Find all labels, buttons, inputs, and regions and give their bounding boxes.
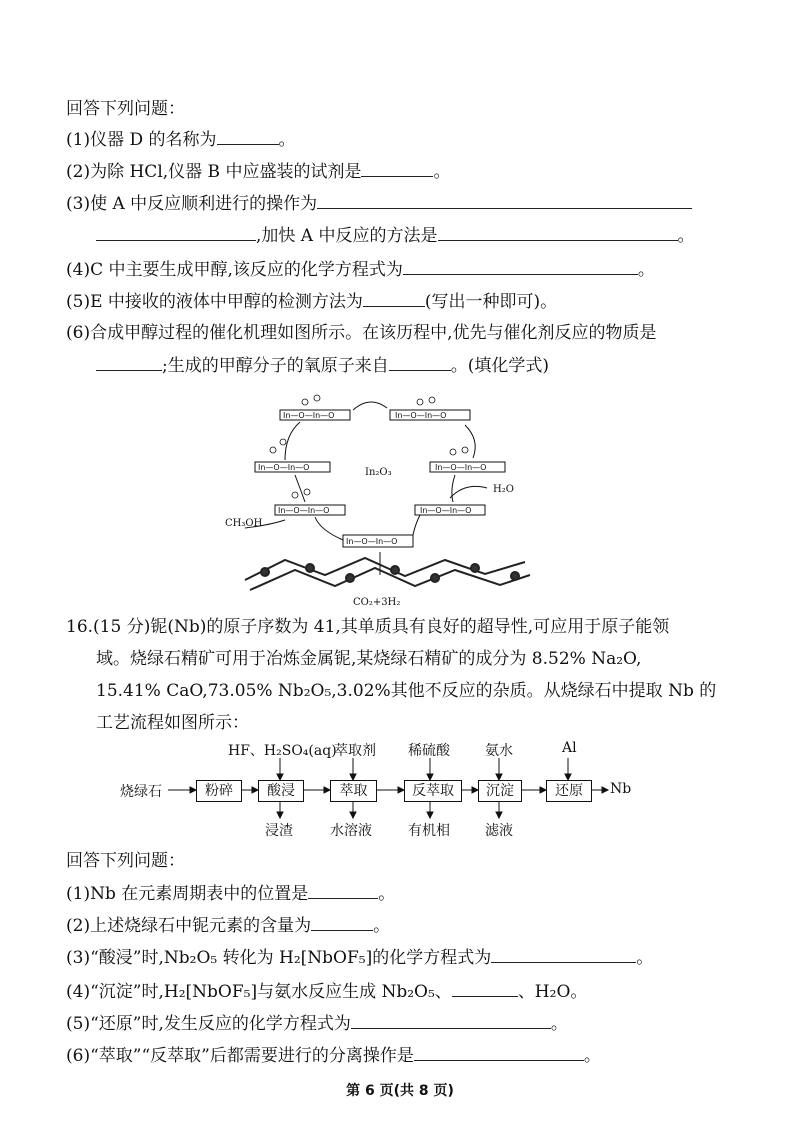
q15-p6-end: 。(填化学式) bbox=[450, 356, 549, 376]
flow-end: Nb bbox=[610, 781, 632, 797]
q16-intro: 回答下列问题： bbox=[66, 851, 185, 871]
q16-p1-text: (1)Nb 在元素周期表中的位置是 bbox=[66, 884, 309, 904]
q16-item-1 bbox=[66, 882, 395, 905]
answer-blank[interactable] bbox=[96, 354, 162, 371]
site-label: In—O—In—O bbox=[346, 537, 398, 546]
lattice-atom bbox=[306, 564, 314, 572]
answer-blank[interactable] bbox=[363, 290, 425, 307]
q15-p5-text: (5)E 中接收的液体中甲醇的检测方法为 bbox=[66, 292, 363, 312]
q15-item-6-cont bbox=[96, 354, 549, 377]
lattice-atom bbox=[261, 568, 269, 576]
answer-blank[interactable] bbox=[217, 128, 279, 145]
answer-blank[interactable] bbox=[308, 882, 378, 899]
q16-p4-text: (4)“沉淀”时,H₂[NbOF₅]与氨水反应生成 Nb₂O₅、 bbox=[66, 982, 452, 1002]
q15-p1-end: 。 bbox=[278, 130, 296, 150]
page-footer: 第 6 页(共 8 页) bbox=[346, 1083, 454, 1099]
flow-input-ammonia: 氨水 bbox=[485, 743, 513, 759]
flow-step-acid-leach: 酸浸 bbox=[258, 780, 304, 802]
q16-item-5 bbox=[66, 1012, 568, 1035]
q15-item-4 bbox=[66, 258, 655, 281]
atom-dot bbox=[280, 439, 286, 445]
flow-input-al: Al bbox=[562, 740, 577, 756]
q16-p5-end: 。 bbox=[550, 1014, 568, 1034]
catalysis-mechanism-figure bbox=[225, 380, 545, 610]
flow-output-aqueous: 水溶液 bbox=[330, 823, 372, 839]
flow-input-extractant: 萃取剂 bbox=[334, 743, 376, 759]
flow-step-extraction: 萃取 bbox=[330, 780, 377, 802]
cycle-arrow bbox=[452, 475, 455, 502]
lattice-atom bbox=[511, 572, 519, 580]
cycle-arrow bbox=[465, 425, 475, 458]
q16-item-3 bbox=[66, 946, 653, 969]
flow-output-filtrate: 滤液 bbox=[485, 823, 513, 839]
q15-p6-text: (6)合成甲醇过程的催化机理如图所示。在该历程中,优先与催化剂反应的物质是 bbox=[66, 323, 657, 343]
q16-p3-end: 。 bbox=[636, 948, 654, 968]
atom-dot bbox=[302, 399, 308, 405]
q15-item-1 bbox=[66, 128, 296, 151]
atom-dot bbox=[429, 397, 435, 403]
q15-item-6 bbox=[66, 322, 656, 344]
q15-item-3 bbox=[66, 192, 692, 215]
h2o-label: H₂O bbox=[493, 484, 514, 495]
q16-p4-end: 、H₂O。 bbox=[517, 982, 588, 1002]
center-label: In₂O₃ bbox=[365, 467, 392, 478]
site-label: In—O—In—O bbox=[278, 506, 330, 515]
answer-blank[interactable] bbox=[438, 224, 678, 241]
lattice-atom bbox=[471, 564, 479, 572]
q16-p1-end: 。 bbox=[378, 884, 396, 904]
atom-dot bbox=[462, 447, 468, 453]
answer-blank[interactable] bbox=[403, 258, 638, 275]
flow-step-reduction: 还原 bbox=[546, 780, 592, 802]
site-label: In—O—In—O bbox=[283, 411, 335, 420]
atom-dot bbox=[304, 489, 310, 495]
answer-blank[interactable] bbox=[361, 160, 433, 177]
answer-blank[interactable] bbox=[389, 354, 451, 371]
answer-blank[interactable] bbox=[96, 224, 256, 241]
q16-p6-text: (6)“萃取”“反萃取”后都需要进行的分离操作是 bbox=[66, 1046, 414, 1066]
site-label: In—O—In—O bbox=[258, 463, 310, 472]
flow-output-organic: 有机相 bbox=[408, 823, 450, 839]
cycle-arrow bbox=[353, 402, 387, 410]
q15-item-3-cont bbox=[96, 224, 695, 247]
answer-blank[interactable] bbox=[311, 914, 373, 931]
q16-stem-line-2: 域。烧绿石精矿可用于冶炼金属铌,某烧绿石精矿的成分为 8.52% Na₂O, bbox=[96, 649, 642, 669]
q15-p5-end: (写出一种即可)。 bbox=[424, 292, 558, 312]
q15-p2-end: 。 bbox=[433, 162, 451, 182]
flow-step-crush: 粉碎 bbox=[196, 780, 242, 802]
flow-start: 烧绿石 bbox=[120, 784, 162, 800]
q15-intro: 回答下列问题： bbox=[66, 99, 185, 119]
q16-p6-end: 。 bbox=[583, 1046, 601, 1066]
flow-input-dilute-acid: 稀硫酸 bbox=[408, 743, 450, 759]
q16-p2-end: 。 bbox=[373, 916, 391, 936]
q15-p4-end: 。 bbox=[637, 260, 655, 280]
q16-item-2 bbox=[66, 914, 390, 937]
lattice-bond bbox=[250, 568, 530, 590]
answer-blank[interactable] bbox=[491, 946, 636, 963]
site-label: In—O—In—O bbox=[435, 463, 487, 472]
q15-p2-text: (2)为除 HCl,仪器 B 中应盛装的试剂是 bbox=[66, 162, 362, 182]
reactant-label: CO₂+3H₂ bbox=[353, 597, 401, 608]
q15-p6-mid: ;生成的甲醇分子的氧原子来自 bbox=[162, 356, 389, 376]
q16-stem-line-1: 16.(15 分)铌(Nb)的原子序数为 41,其单质具有良好的超导性,可应用于原子能领 bbox=[66, 617, 670, 637]
answer-blank[interactable] bbox=[414, 1044, 584, 1061]
answer-blank[interactable] bbox=[452, 980, 518, 997]
q15-p3-text: (3)使 A 中反应顺利进行的操作为 bbox=[66, 194, 318, 214]
atom-dot bbox=[270, 447, 276, 453]
lattice-atom bbox=[431, 574, 439, 582]
process-flow-diagram bbox=[120, 740, 720, 840]
q16-p2-text: (2)上述烧绿石中铌元素的含量为 bbox=[66, 916, 312, 936]
cycle-arrow bbox=[413, 515, 420, 535]
q16-item-4 bbox=[66, 980, 587, 1003]
q15-p3-mid: ,加快 A 中反应的方法是 bbox=[256, 226, 438, 246]
flow-step-precipitation: 沉淀 bbox=[478, 780, 522, 802]
atom-dot bbox=[314, 395, 320, 401]
flow-output-residue: 浸渣 bbox=[265, 823, 293, 839]
q16-p5-text: (5)“还原”时,发生反应的化学方程式为 bbox=[66, 1014, 351, 1034]
cycle-arrow bbox=[285, 422, 300, 460]
ch3oh-label: CH₃OH bbox=[225, 518, 263, 529]
cycle-arrow bbox=[315, 517, 343, 540]
flow-input-hf: HF、H₂SO₄(aq) bbox=[228, 743, 337, 759]
q15-p1-text: (1)仪器 D 的名称为 bbox=[66, 130, 217, 150]
atom-dot bbox=[417, 399, 423, 405]
q16-stem-line-4: 工艺流程如图所示： bbox=[96, 713, 249, 733]
h2o-out-arrow bbox=[450, 486, 487, 498]
site-label: In—O—In—O bbox=[420, 506, 472, 515]
atom-dot bbox=[450, 449, 456, 455]
site-label: In—O—In—O bbox=[395, 411, 447, 420]
q16-p3-text: (3)“酸浸”时,Nb₂O₅ 转化为 H₂[NbOF₅]的化学方程式为 bbox=[66, 948, 492, 968]
lattice-bond bbox=[245, 558, 525, 580]
q15-item-5 bbox=[66, 290, 557, 313]
answer-blank[interactable] bbox=[351, 1012, 551, 1029]
flow-step-back-extraction: 反萃取 bbox=[404, 780, 462, 802]
q15-p3-end: 。 bbox=[677, 226, 695, 246]
lattice-atom bbox=[346, 574, 354, 582]
q16-stem-line-3: 15.41% CaO,73.05% Nb₂O₅,3.02%其他不反应的杂质。从烧绿石中提取 Nb 的 bbox=[96, 681, 717, 701]
q15-p4-text: (4)C 中主要生成甲醇,该反应的化学方程式为 bbox=[66, 260, 403, 280]
q16-item-6 bbox=[66, 1044, 601, 1067]
answer-blank[interactable] bbox=[317, 192, 692, 209]
q15-item-2 bbox=[66, 160, 450, 183]
lattice-atom bbox=[391, 566, 399, 574]
atom-dot bbox=[292, 492, 298, 498]
